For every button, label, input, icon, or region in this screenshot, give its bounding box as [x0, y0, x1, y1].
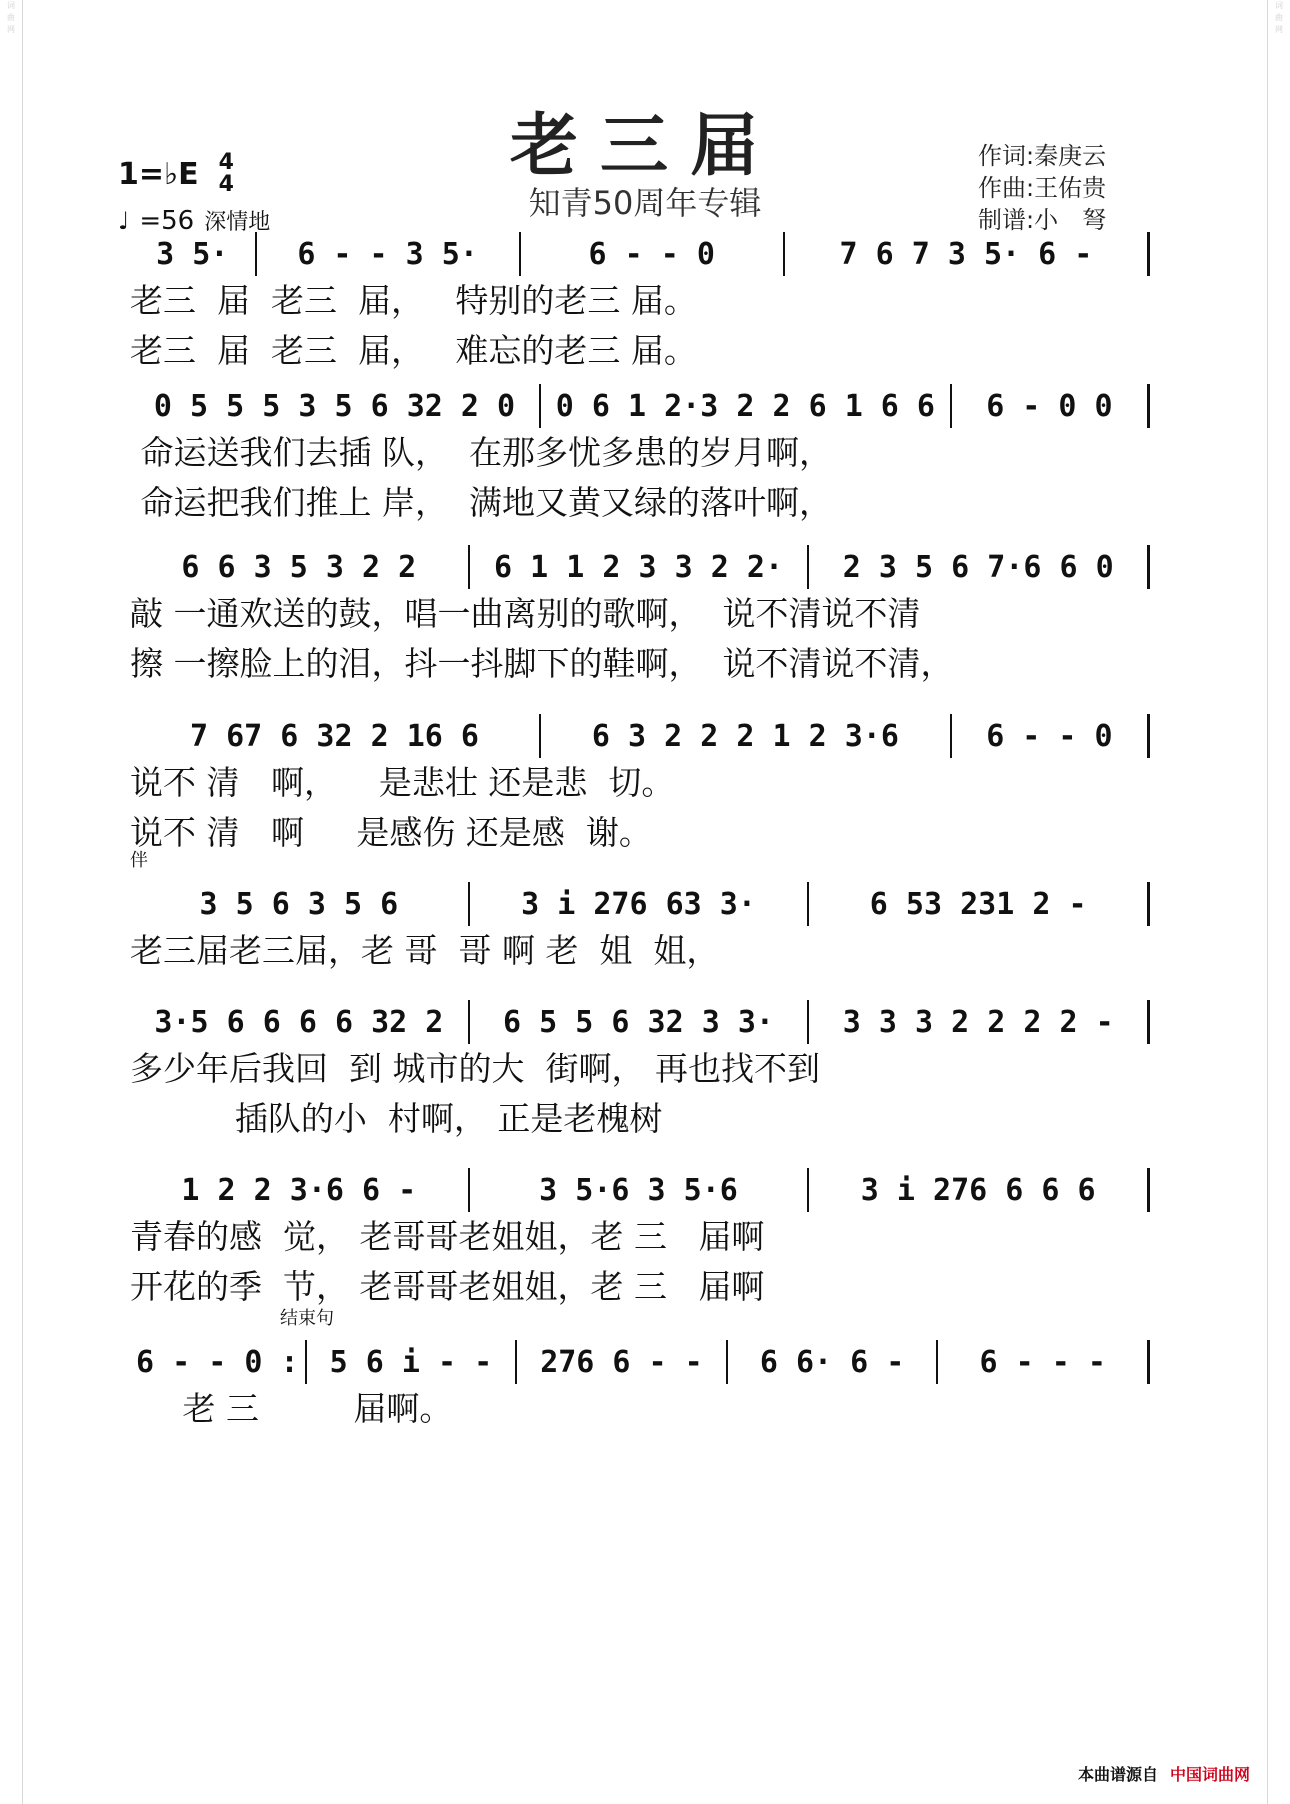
measure: 6 3 2 2 2 1 2 3·6 — [541, 714, 952, 758]
lyric-line-1: 命运送我们去插 队， 在那多忧多患的岁月啊， — [130, 433, 832, 472]
source-label: 本曲谱源自 — [1077, 1765, 1158, 1784]
lyric-line-2: 开花的季 节， 老哥哥老姐姐，老 三 届啊 — [130, 1267, 765, 1306]
lyric-line-2: 擦 一擦脸上的泪，抖一抖脚下的鞋啊， 说不清说不清， — [130, 644, 954, 683]
measure: 3 5·6 3 5·6 — [470, 1168, 810, 1212]
measure: 7 6 7 3 5· 6 - — [785, 232, 1150, 276]
notes-row — [130, 232, 1150, 276]
lyric-line-2: 命运把我们推上 岸， 满地又黄又绿的落叶啊， — [130, 483, 832, 522]
ending-label: 结束句 — [280, 1308, 334, 1329]
quarter-note-icon: ♩ — [118, 206, 130, 235]
notes-row — [130, 882, 1150, 926]
time-sig-top: 4 — [218, 150, 234, 175]
song-title: 老三届 — [509, 107, 780, 186]
lyric-line-1: 老三届老三届，老 哥 哥 啊 老 姐 姐， — [130, 931, 720, 970]
measure: 276 6 - - — [517, 1340, 728, 1384]
system-2 — [130, 384, 1150, 528]
notes-row — [130, 384, 1150, 428]
measure: 6 - 0 0 — [952, 384, 1150, 428]
measure: 0 6 1 2·3 2 2 6 1 6 6 — [541, 384, 952, 428]
notes-row — [130, 714, 1150, 758]
measure: 6 53 231 2 - — [809, 882, 1150, 926]
measure: 6 1 1 2 3 3 2 2· — [470, 545, 810, 589]
measure: 3 3 3 2 2 2 2 - — [809, 1000, 1150, 1044]
notes-row — [130, 1000, 1150, 1044]
source-site-link[interactable]: 中国词曲网 — [1169, 1765, 1250, 1784]
measure: 6 6· 6 - — [728, 1340, 939, 1384]
right-watermark-strip: 词 曲 网 — [1267, 0, 1290, 1804]
lyric-line-2: 说不 清 啊 是感伤 还是感 谢。 — [130, 813, 652, 852]
lyric-line-1: 多少年后我回 到 城市的大 街啊， 再也找不到 — [130, 1049, 820, 1088]
measure: 3 i 276 63 3· — [470, 882, 810, 926]
measure: 3 i 276 6 6 6 — [809, 1168, 1150, 1212]
song-subtitle: 知青50周年专辑 — [528, 184, 762, 222]
key-text: 1=♭E — [118, 156, 199, 192]
notes-row — [130, 1168, 1150, 1212]
tempo-expression: 深情地 — [204, 210, 271, 235]
system-5 — [130, 852, 1150, 976]
lyric-line-1: 说不 清 啊， 是悲壮 还是悲 切。 — [130, 763, 675, 802]
time-signature — [219, 152, 234, 196]
measure: 0 5 5 5 3 5 6 32 2 0 — [130, 384, 541, 428]
measure: 3 5· — [130, 232, 257, 276]
credits-block — [978, 140, 1106, 236]
credit-transcriber: 制谱:小 弩 — [978, 206, 1107, 234]
measure: 6 - - - — [938, 1340, 1150, 1384]
footer-source — [1078, 1762, 1250, 1785]
lyric-line-2: 老三 届 老三 届， 难忘的老三 届。 — [130, 331, 697, 370]
measure: 6 6 3 5 3 2 2 — [130, 545, 470, 589]
left-watermark-strip: 词 曲 网 — [0, 0, 23, 1804]
credit-lyricist: 作词:秦庚云 — [978, 142, 1107, 170]
measure: 3 5 6 3 5 6 — [130, 882, 470, 926]
time-sig-bottom: 4 — [218, 172, 234, 197]
measure: 6 - - 3 5· — [257, 232, 521, 276]
measure: 5 6 i - - — [307, 1340, 518, 1384]
lyric-line-1: 青春的感 觉， 老哥哥老姐姐，老 三 届啊 — [130, 1217, 765, 1256]
lyric-line-2: 插队的小 村啊， 正是老槐树 — [130, 1099, 663, 1138]
system-4 — [130, 714, 1150, 858]
credit-composer: 作曲:王佑贵 — [978, 174, 1107, 202]
system-3 — [130, 545, 1150, 689]
key-signature — [118, 152, 234, 196]
measure: 6 - - 0 — [521, 232, 785, 276]
measure: 6 5 5 6 32 3 3· — [470, 1000, 810, 1044]
accompaniment-label: 伴 — [130, 850, 148, 871]
lyric-line-1: 敲 一通欢送的鼓，唱一曲离别的歌啊， 说不清说不清 — [130, 594, 921, 633]
system-6 — [130, 1000, 1150, 1144]
measure: 1 2 2 3·6 6 - — [130, 1168, 470, 1212]
measure: 3·5 6 6 6 6 32 2 — [130, 1000, 470, 1044]
measure: 2 3 5 6 7·6 6 0 — [809, 545, 1150, 589]
measure: 7 67 6 32 2 16 6 — [130, 714, 541, 758]
tempo-value: =56 — [139, 205, 195, 236]
system-7 — [130, 1168, 1150, 1312]
notes-row — [130, 545, 1150, 589]
lyric-line-1: 老三 届 老三 届， 特别的老三 届。 — [130, 281, 697, 320]
system-1 — [130, 232, 1150, 376]
measure: 6 - - 0 : — [130, 1340, 307, 1384]
lyric-line-1: 老 三 届啊。 — [130, 1389, 453, 1428]
measure: 6 - - 0 — [952, 714, 1150, 758]
notes-row — [130, 1340, 1150, 1384]
system-8 — [130, 1310, 1150, 1434]
